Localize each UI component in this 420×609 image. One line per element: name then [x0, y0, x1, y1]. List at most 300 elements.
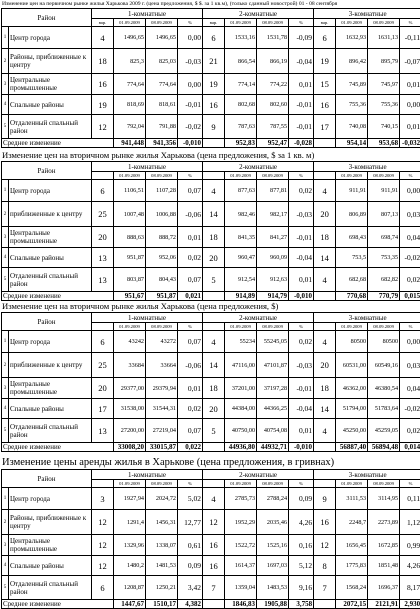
price-table: [1, 469, 420, 609]
table-row: [2, 576, 420, 600]
average-spacer: [203, 600, 225, 609]
price-start: 1775,83: [336, 556, 368, 576]
average-spacer: [314, 600, 336, 609]
table-row: [2, 49, 420, 74]
room-group-header: 2-комнатные: [203, 470, 314, 480]
date-header: 08.09.2009: [368, 19, 400, 27]
average-start: 952,83: [225, 139, 257, 148]
listing-count: 16: [314, 510, 336, 535]
price-start: 960,47: [225, 248, 257, 268]
table-row: [2, 488, 420, 510]
listing-count: 14: [314, 399, 336, 419]
price-end: 960,09: [257, 248, 289, 268]
price-end: 825,03: [146, 49, 178, 74]
price-start: 1614,37: [225, 556, 257, 576]
district-name: Центральные промышленные: [9, 74, 92, 95]
price-start: 698,43: [336, 227, 368, 248]
price-start: 1952,29: [225, 510, 257, 535]
table-row: [2, 95, 420, 115]
price-change-percent: 0,03: [400, 353, 420, 378]
row-number: 4: [2, 399, 9, 419]
price-change-percent: 0,07: [178, 268, 203, 292]
price-change-percent: -0,03: [289, 202, 314, 227]
price-start: 1480,2: [114, 556, 146, 576]
row-number: 1: [2, 180, 9, 202]
price-start: 896,42: [336, 49, 368, 74]
district-name: приближенные к центру: [9, 353, 92, 378]
date-header: 08.09.2009: [146, 480, 178, 488]
average-end: 953,68: [368, 139, 400, 148]
table-row: [2, 227, 420, 248]
price-change-percent: 0,11: [400, 488, 420, 510]
price-start: 80500: [336, 331, 368, 353]
price-change-percent: 0,00: [178, 27, 203, 49]
listing-count: 16: [203, 535, 225, 556]
price-start: 46362,00: [336, 378, 368, 399]
average-row: [2, 139, 420, 148]
price-start: 1632,93: [336, 27, 368, 49]
percent-header: %: [178, 480, 203, 488]
price-change-percent: -0,02: [178, 115, 203, 139]
table-row: [2, 378, 420, 399]
price-end: 753,35: [368, 248, 400, 268]
price-end: 1696,37: [368, 576, 400, 600]
price-end: 2024,72: [146, 488, 178, 510]
average-start: 33008,20: [114, 443, 146, 452]
listing-count: 20: [92, 378, 114, 399]
price-end: 841,27: [257, 227, 289, 248]
price-start: 888,63: [114, 227, 146, 248]
price-end: 888,72: [146, 227, 178, 248]
price-start: 841,35: [225, 227, 257, 248]
listing-count: 17: [314, 115, 336, 139]
price-change-percent: -0,04: [289, 49, 314, 74]
room-group-header: 2-комнатные: [203, 162, 314, 172]
average-percent: 3,758: [289, 600, 314, 609]
listing-count: 19: [314, 49, 336, 74]
table-row: [2, 268, 420, 292]
price-start: 803,87: [114, 268, 146, 292]
average-percent: -0,010: [289, 292, 314, 301]
listing-count: 4: [314, 419, 336, 443]
table-row: [2, 353, 420, 378]
price-change-percent: -0,07: [400, 49, 420, 74]
price-change-percent: 4,26: [400, 556, 420, 576]
price-table: [1, 312, 420, 452]
price-change-percent: 4,26: [289, 510, 314, 535]
date-header: 01.09.2009: [336, 323, 368, 331]
date-header: 08.09.2009: [146, 323, 178, 331]
price-end: 37197,28: [257, 378, 289, 399]
percent-header: %: [289, 323, 314, 331]
price-end: 866,19: [257, 49, 289, 74]
listing-count: 17: [92, 399, 114, 419]
room-group-header: 3-комнатные: [314, 470, 420, 480]
listing-count: 6: [92, 180, 114, 202]
price-start: 1522,72: [225, 535, 257, 556]
price-end: 774,22: [257, 74, 289, 95]
count-header: [314, 323, 336, 331]
average-spacer: [314, 443, 336, 452]
average-start: 1447,67: [114, 600, 146, 609]
listing-count: 12: [203, 510, 225, 535]
district-name: Центр города: [9, 331, 92, 353]
average-start: 56887,40: [336, 443, 368, 452]
district-name: Центр города: [9, 488, 92, 510]
price-start: 682,68: [336, 268, 368, 292]
price-change-percent: 0,02: [400, 419, 420, 443]
date-header: 01.09.2009: [336, 172, 368, 180]
table-row: [2, 535, 420, 556]
table-row: [2, 74, 420, 95]
average-percent: -0,010: [289, 443, 314, 452]
price-start: 44384,00: [225, 399, 257, 419]
district-name: Районы, приближенные к центру: [9, 510, 92, 535]
price-change-percent: 0,01: [289, 419, 314, 443]
date-header: 08.09.2009: [257, 323, 289, 331]
price-start: 951,87: [114, 248, 146, 268]
price-change-percent: -0,01: [289, 95, 314, 115]
table-row: [2, 510, 420, 535]
price-end: 45259,05: [368, 419, 400, 443]
price-change-percent: 0,03: [400, 202, 420, 227]
listing-count: 12: [92, 556, 114, 576]
price-end: 802,60: [257, 95, 289, 115]
listing-count: 4: [314, 180, 336, 202]
listing-count: 18: [314, 378, 336, 399]
price-change-percent: 0,01: [178, 378, 203, 399]
average-end: 952,47: [257, 139, 289, 148]
average-spacer: [203, 292, 225, 301]
listing-count: 4: [92, 27, 114, 49]
table-row: [2, 556, 420, 576]
price-change-percent: 0,02: [289, 331, 314, 353]
district-name: Отдаленный спальный район: [9, 268, 92, 292]
region-header: Район: [2, 470, 92, 488]
row-number: 2: [2, 510, 9, 535]
price-end: 698,74: [368, 227, 400, 248]
table-row: [2, 180, 420, 202]
price-start: 1656,45: [336, 535, 368, 556]
average-end: 951,87: [146, 292, 178, 301]
average-start: 44936,80: [225, 443, 257, 452]
average-label: Среднее изменение: [2, 443, 114, 452]
date-header: 08.09.2009: [257, 19, 289, 27]
price-change-percent: -0,01: [289, 115, 314, 139]
price-end: 27219,04: [146, 419, 178, 443]
listing-count: 25: [92, 353, 114, 378]
count-header: [203, 323, 225, 331]
listing-count: 7: [203, 576, 225, 600]
percent-header: %: [289, 172, 314, 180]
row-number: 5: [2, 576, 9, 600]
listing-count: 15: [314, 74, 336, 95]
price-start: 37201,00: [225, 378, 257, 399]
listing-count: 16: [203, 95, 225, 115]
price-end: 682,82: [368, 268, 400, 292]
listing-count: 7: [314, 576, 336, 600]
average-row: [2, 600, 420, 609]
price-change-percent: 0,04: [400, 227, 420, 248]
price-start: 45250,00: [336, 419, 368, 443]
price-end: 51783,64: [368, 399, 400, 419]
price-start: 31538,00: [114, 399, 146, 419]
average-percent: 0,022: [178, 443, 203, 452]
price-change-percent: 0,02: [400, 268, 420, 292]
price-end: 47101,87: [257, 353, 289, 378]
region-header: Район: [2, 9, 92, 27]
price-start: 877,63: [225, 180, 257, 202]
district-name: Спальные районы: [9, 399, 92, 419]
price-change-percent: 0,16: [289, 535, 314, 556]
date-header: 01.09.2009: [336, 480, 368, 488]
row-number: 3: [2, 227, 9, 248]
price-start: 806,89: [336, 202, 368, 227]
count-header: [314, 172, 336, 180]
average-percent: -0,028: [289, 139, 314, 148]
average-start: 951,67: [114, 292, 146, 301]
table-row: [2, 399, 420, 419]
price-change-percent: 0,61: [178, 535, 203, 556]
date-header: 08.09.2009: [146, 19, 178, 27]
date-header: 01.09.2009: [225, 480, 257, 488]
district-name: Спальные районы: [9, 95, 92, 115]
price-start: 1208,87: [114, 576, 146, 600]
price-start: 787,63: [225, 115, 257, 139]
listing-count: 19: [203, 74, 225, 95]
listing-count: 20: [314, 353, 336, 378]
price-end: 745,97: [368, 74, 400, 95]
listing-count: 18: [92, 49, 114, 74]
listing-count: 5: [203, 419, 225, 443]
date-header: 01.09.2009: [114, 19, 146, 27]
listing-count: 4: [203, 180, 225, 202]
header-row: [2, 162, 420, 172]
price-start: 1291,4: [114, 510, 146, 535]
average-spacer: [314, 292, 336, 301]
count-header: [92, 172, 114, 180]
average-label: Среднее изменение: [2, 139, 114, 148]
price-start: 982,46: [225, 202, 257, 227]
price-end: 2035,46: [257, 510, 289, 535]
price-end: 1525,16: [257, 535, 289, 556]
average-percent: -0,032: [400, 139, 420, 148]
average-percent: -0,010: [178, 139, 203, 148]
price-change-percent: 12,77: [178, 510, 203, 535]
average-row: [2, 292, 420, 301]
average-label: Среднее изменение: [2, 292, 114, 301]
price-start: 1533,16: [225, 27, 257, 49]
listing-count: 12: [92, 535, 114, 556]
report-section: [0, 150, 420, 301]
listing-count: 13: [92, 248, 114, 268]
price-change-percent: 0,01: [400, 74, 420, 95]
price-start: 1496,65: [114, 27, 146, 49]
price-change-percent: -0,01: [289, 378, 314, 399]
listing-count: 4: [314, 331, 336, 353]
price-change-percent: 0,01: [289, 268, 314, 292]
percent-header: %: [289, 480, 314, 488]
listing-count: 4: [203, 488, 225, 510]
count-header: [203, 480, 225, 488]
row-number: 1: [2, 331, 9, 353]
price-change-percent: -0,06: [178, 202, 203, 227]
average-start: 770,68: [336, 292, 368, 301]
district-name: приближенные к центру: [9, 202, 92, 227]
average-end: 1905,88: [257, 600, 289, 609]
row-number: 4: [2, 95, 9, 115]
price-change-percent: 0,00: [400, 331, 420, 353]
average-spacer: [203, 139, 225, 148]
price-start: 774,64: [114, 74, 146, 95]
average-start: 1846,83: [225, 600, 257, 609]
room-group-header: 1-комнатные: [92, 313, 203, 323]
price-change-percent: 0,07: [178, 331, 203, 353]
price-end: 1496,65: [146, 27, 178, 49]
listing-count: 21: [203, 49, 225, 74]
price-start: 55234: [225, 331, 257, 353]
average-end: 941,356: [146, 139, 178, 148]
count-header: [92, 323, 114, 331]
price-start: 740,08: [336, 115, 368, 139]
percent-header: %: [400, 19, 420, 27]
count-header: вар.: [92, 19, 114, 27]
average-start: 954,14: [336, 139, 368, 148]
price-end: 29379,94: [146, 378, 178, 399]
price-change-percent: -0,01: [289, 227, 314, 248]
price-start: 40750,00: [225, 419, 257, 443]
date-header: 01.09.2009: [225, 323, 257, 331]
average-label: Среднее изменение: [2, 600, 114, 609]
price-change-percent: 0,02: [289, 180, 314, 202]
listing-count: 4: [203, 331, 225, 353]
price-change-percent: 3,42: [178, 576, 203, 600]
price-end: 1697,03: [257, 556, 289, 576]
price-change-percent: 0,02: [178, 248, 203, 268]
row-number: 2: [2, 202, 9, 227]
average-end: 1510,17: [146, 600, 178, 609]
listing-count: 5: [203, 268, 225, 292]
district-name: Центральные промышленные: [9, 535, 92, 556]
price-change-percent: -0,03: [289, 353, 314, 378]
average-end: 44932,71: [257, 443, 289, 452]
price-end: 895,79: [368, 49, 400, 74]
price-end: 1531,78: [257, 27, 289, 49]
price-end: 911,91: [368, 180, 400, 202]
date-header: 01.09.2009: [114, 323, 146, 331]
price-change-percent: -0,04: [289, 248, 314, 268]
listing-count: 18: [314, 227, 336, 248]
price-start: 29377,00: [114, 378, 146, 399]
listing-count: 20: [314, 202, 336, 227]
average-end: 2121,91: [368, 600, 400, 609]
price-start: 911,91: [336, 180, 368, 202]
price-start: 792,04: [114, 115, 146, 139]
percent-header: %: [400, 172, 420, 180]
header-row: [2, 470, 420, 480]
row-number: 1: [2, 27, 9, 49]
price-change-percent: 5,12: [289, 556, 314, 576]
price-end: 80500: [368, 331, 400, 353]
price-change-percent: 0,09: [178, 556, 203, 576]
price-start: 1007,48: [114, 202, 146, 227]
listing-count: 16: [92, 74, 114, 95]
price-end: 1107,28: [146, 180, 178, 202]
price-end: 740,15: [368, 115, 400, 139]
district-name: Центр города: [9, 27, 92, 49]
price-change-percent: 0,00: [400, 95, 420, 115]
price-start: 1106,51: [114, 180, 146, 202]
price-end: 755,36: [368, 95, 400, 115]
district-name: Отдаленный спальный район: [9, 576, 92, 600]
row-number: 3: [2, 378, 9, 399]
row-number: 5: [2, 115, 9, 139]
date-header: 01.09.2009: [114, 172, 146, 180]
report-section: [0, 0, 420, 148]
price-start: 774,14: [225, 74, 257, 95]
district-name: Спальные районы: [9, 556, 92, 576]
price-end: 1338,07: [146, 535, 178, 556]
table-row: [2, 331, 420, 353]
room-group-header: 2-комнатные: [203, 313, 314, 323]
listing-count: 12: [92, 115, 114, 139]
price-end: 1631,13: [368, 27, 400, 49]
table-row: [2, 419, 420, 443]
price-start: 1927,94: [114, 488, 146, 510]
price-start: 51794,00: [336, 399, 368, 419]
count-header: [92, 480, 114, 488]
section-title: Изменение цен на вторичном рынке жилья Харькова (цена предложения, $): [0, 301, 420, 312]
price-end: 1851,48: [368, 556, 400, 576]
price-end: 877,81: [257, 180, 289, 202]
count-header: [203, 172, 225, 180]
price-change-percent: 0,00: [178, 74, 203, 95]
listing-count: 13: [92, 268, 114, 292]
price-start: 2248,7: [336, 510, 368, 535]
price-end: 44366,25: [257, 399, 289, 419]
price-end: 952,06: [146, 248, 178, 268]
listing-count: 20: [203, 248, 225, 268]
date-header: 01.09.2009: [225, 19, 257, 27]
price-change-percent: 0,04: [400, 378, 420, 399]
average-percent: 4,382: [178, 600, 203, 609]
percent-header: %: [178, 19, 203, 27]
district-name: Центральные промышленные: [9, 378, 92, 399]
price-end: 787,55: [257, 115, 289, 139]
header-row: [2, 9, 420, 19]
listing-count: 18: [203, 227, 225, 248]
room-group-header: 1-комнатные: [92, 470, 203, 480]
price-end: 774,64: [146, 74, 178, 95]
price-start: 3111,53: [336, 488, 368, 510]
date-header: 08.09.2009: [368, 323, 400, 331]
percent-header: %: [400, 323, 420, 331]
room-group-header: 3-комнатные: [314, 313, 420, 323]
listing-count: 12: [314, 535, 336, 556]
count-header: вар.: [314, 19, 336, 27]
listing-count: 16: [314, 95, 336, 115]
price-change-percent: 0,09: [289, 488, 314, 510]
price-end: 2273,89: [368, 510, 400, 535]
average-end: 914,79: [257, 292, 289, 301]
average-percent: 0,014: [400, 443, 420, 452]
date-header: 08.09.2009: [146, 172, 178, 180]
room-group-header: 1-комнатные: [92, 9, 203, 19]
count-header: вар.: [203, 19, 225, 27]
report-section: [0, 456, 420, 609]
room-group-header: 3-комнатные: [314, 9, 420, 19]
price-change-percent: 0,07: [178, 419, 203, 443]
